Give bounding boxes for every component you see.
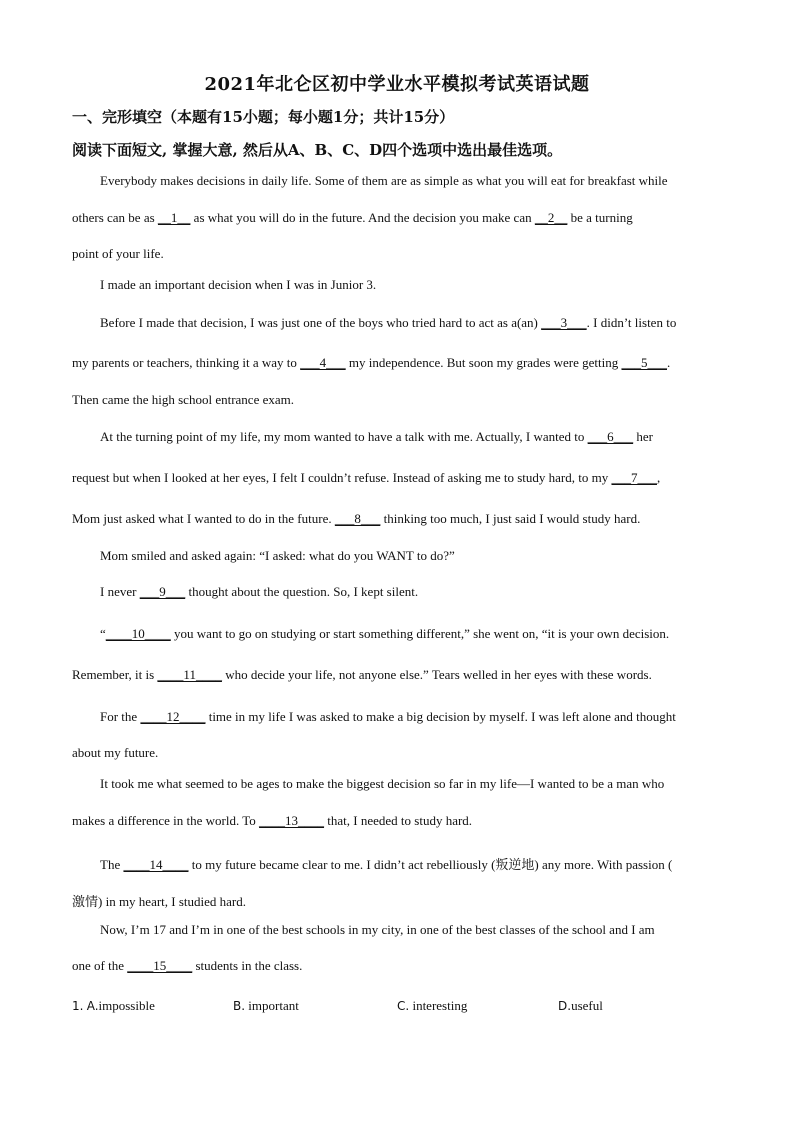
blank-11: ____11____ (157, 667, 222, 682)
option-d: D.useful (558, 998, 603, 1013)
blank-15: ____15____ (127, 958, 193, 973)
option-a: 1. A.impossible (72, 998, 155, 1013)
passage-line-5: Before I made that decision, I was just one of the boys who tried hard to act as a(an) ___3___. I didn’t listen to (100, 315, 677, 330)
option-b: B. important (233, 998, 299, 1013)
passage-line-2: others can be as __1__ as what you will do in the future. And the decision you make can __2__ be a turning (72, 210, 633, 225)
blank-8: ___8___ (334, 511, 381, 526)
blank-4: ___4___ (300, 355, 346, 370)
blank-5: ___5___ (621, 355, 667, 370)
blank-10: ____10____ (105, 626, 171, 641)
blank-3: ___3___ (541, 315, 587, 330)
passage-line-1: Everybody makes decisions in daily life. Some of them are as simple as what you will eat for breakfast while (100, 173, 668, 188)
passage-line-15: For the ____12____ time in my life I was asked to make a big decision by myself. I was left alone and thought (100, 709, 676, 724)
passage-line-3: point of your life. (72, 246, 164, 261)
passage-line-4: I made an important decision when I was in Junior 3. (100, 277, 377, 292)
blank-12: ____12____ (140, 709, 206, 724)
passage-line-21: Now, I’m 17 and I’m in one of the best schools in my city, in one of the best classes of the school and I am (100, 922, 655, 937)
passage-line-19: The ____14____ to my future became clear to me. I didn’t act rebelliously (叛逆地) any more. With passion ( (100, 857, 673, 872)
passage-line-20: 激情) in my heart, I studied hard. (72, 894, 247, 909)
section-heading: 一、完形填空（本题有15小题；每小题1分；共计15分） (72, 108, 455, 126)
passage-line-8: At the turning point of my life, my mom wanted to have a talk with me. Actually, I wanted to ___6___ her (100, 429, 653, 444)
blank-9: ___9___ (139, 584, 186, 599)
blank-7: ___7___ (611, 470, 657, 485)
passage-line-16: about my future. (72, 745, 159, 760)
passage-line-14: Remember, it is ____11____ who decide your life, not anyone else.” Tears welled in her eyes with these words. (72, 667, 652, 682)
passage-line-11: Mom smiled and asked again: “I asked: what do you WANT to do?” (100, 548, 455, 563)
instruction-text: 阅读下面短文, 掌握大意, 然后从A、B、C、D四个选项中选出最佳选项。 (72, 141, 563, 159)
passage-line-13: “____10____ you want to go on studying or start something different,” she went on, “it is your own decision. (100, 626, 670, 641)
passage-line-22: one of the ____15____ students in the class. (72, 958, 303, 973)
blank-14: ____14____ (123, 857, 189, 872)
option-c: C. interesting (397, 998, 468, 1013)
blank-6: ___6___ (587, 429, 634, 444)
passage-line-17: It took me what seemed to be ages to make the biggest decision so far in my life—I wanted to be a man who (100, 776, 665, 791)
exam-title: 2021年北仑区初中学业水平模拟考试英语试题 (204, 74, 590, 95)
blank-2: __2__ (534, 210, 568, 225)
passage-line-12: I never ___9___ thought about the question. So, I kept silent. (100, 584, 419, 599)
passage-line-18: makes a difference in the world. To ____13____ that, I needed to study hard. (72, 813, 473, 828)
blank-1: __1__ (157, 210, 191, 225)
blank-13: ____13____ (259, 813, 325, 828)
passage-line-7: Then came the high school entrance exam. (72, 392, 294, 407)
passage-line-10: Mom just asked what I wanted to do in the future. ___8___ thinking too much, I just said I would study hard. (72, 511, 641, 526)
passage-line-9: request but when I looked at her eyes, I felt I couldn’t refuse. Instead of asking me to study hard, to my ___7___, (72, 470, 661, 485)
passage-line-6: my parents or teachers, thinking it a way to ___4___ my independence. But soon my grades were getting ___5___. (72, 355, 671, 370)
